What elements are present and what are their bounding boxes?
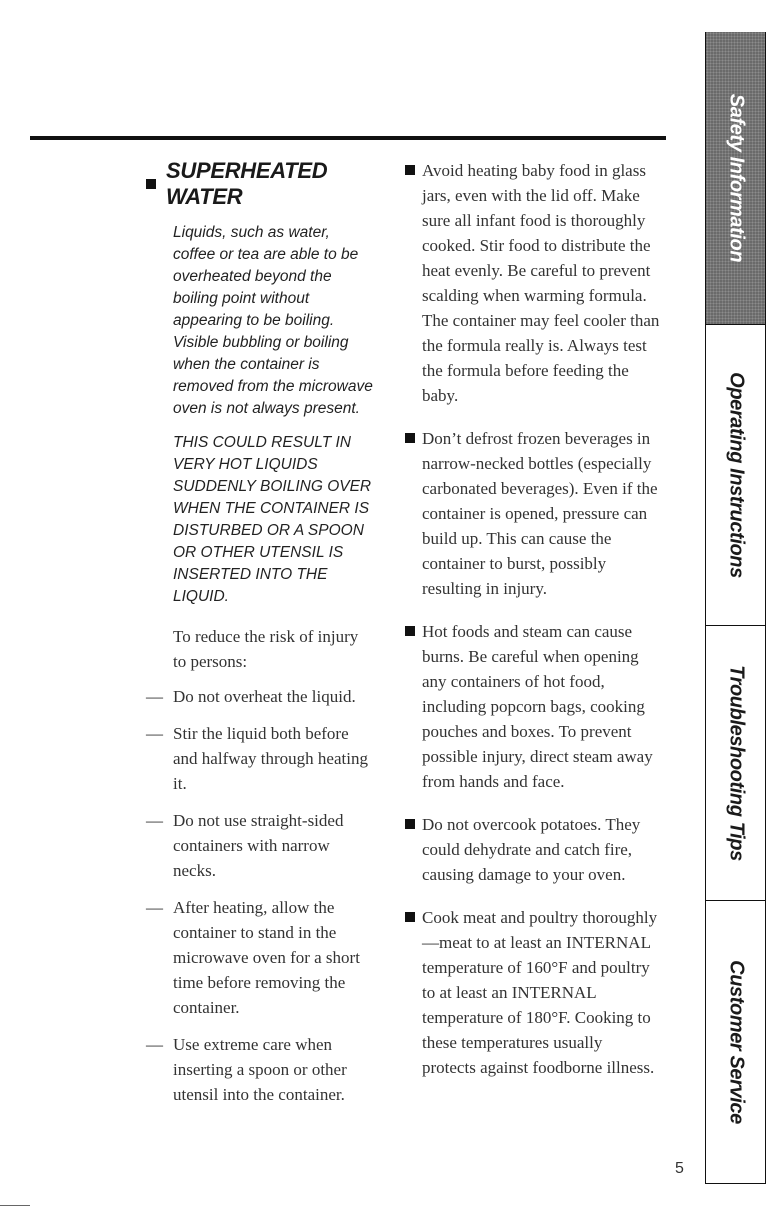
list-item [146,1032,371,1107]
list-item [146,895,371,1020]
list-item-text: Do not overheat the liquid. [173,687,356,706]
section-tab-strip [705,32,766,1184]
dash-marker: — [146,811,163,830]
dash-marker: — [146,898,163,917]
list-item [405,619,660,794]
page-number: 5 [675,1160,684,1177]
tab-troubleshooting-tips[interactable] [706,626,765,901]
list-item-text: Use extreme care when inserting a spoon or other utensil into the container. [173,1035,347,1104]
dash-marker: — [146,1035,163,1054]
section-heading-text: SUPERHEATED WATER [166,158,328,209]
tab-label: Operating Instructions [725,372,747,578]
square-bullet-icon [405,165,415,175]
tab-label: Customer Service [725,960,747,1124]
tab-label: Safety Information [725,93,747,263]
dash-marker: — [146,724,163,743]
left-column [30,158,373,1119]
tab-safety-information[interactable] [706,32,765,325]
list-item [146,684,371,709]
square-bullet-icon [405,819,415,829]
list-item-text: Do not overcook potatoes. They could dehydrate and catch fire, causing damage to your oven. [422,815,641,884]
list-item [146,808,371,883]
list-item-text: Do not use straight-sided containers with narrow necks. [173,811,344,880]
square-bullet-icon [405,626,415,636]
list-item-text: Stir the liquid both before and halfway through heating it. [173,724,368,793]
top-rule [30,136,666,140]
intro-text: Liquids, such as water, coffee or tea are able to be overheated beyond the boiling point without appearing to be boiling. Visible bubbling or boiling when the container is removed from the microwave oven is not always present. [173,224,373,417]
list-item [405,158,660,408]
reduce-risk-text: To reduce the risk of injury to persons: [173,627,359,671]
right-column [405,158,660,1098]
square-bullet-icon [405,433,415,443]
dash-marker: — [146,687,163,706]
section-heading [146,158,370,210]
list-item [146,721,371,796]
square-bullet-icon [146,179,156,189]
tab-customer-service[interactable] [706,901,765,1184]
tab-operating-instructions[interactable] [706,325,765,626]
list-item-text: Hot foods and steam can cause burns. Be careful when opening any containers of hot food, including popcorn bags, cooking pouches and boxes. To prevent possible injury, direct steam away from hands and face. [422,622,653,791]
bottom-edge-mark [0,1205,30,1206]
square-bullet-icon [405,912,415,922]
list-item [405,812,660,887]
list-item-text: Cook meat and poultry thoroughly—meat to at least an INTERNAL temperature of 160°F and poultry to at least an INTERNAL temperature of 180°F. Cooking to these temperatures usually protects against foodborne illness. [422,908,658,1077]
list-item-text: Avoid heating baby food in glass jars, even with the lid off. Make sure all infant food is thoroughly cooked. Stir food to distribute the heat evenly. Be careful to prevent scalding when warming formula. The container may feel cooler than the formula really is. Always test the formula before feeding the baby. [422,161,660,405]
warning-text: THIS COULD RESULT IN VERY HOT LIQUIDS SUDDENLY BOILING OVER WHEN THE CONTAINER IS DISTURBED OR A SPOON OR OTHER UTENSIL IS INSERTED INTO THE LIQUID. [173,434,372,605]
tab-label: Troubleshooting Tips [725,665,747,861]
list-item [405,426,660,601]
list-item [405,905,660,1080]
list-item-text: After heating, allow the container to stand in the microwave oven for a short time before removing the container. [173,898,360,1017]
list-item-text: Don’t defrost frozen beverages in narrow-necked bottles (especially carbonated beverages). Even if the container is opened, pressure can build up. This can cause the container to burst, possibly resulting in injury. [422,429,658,598]
